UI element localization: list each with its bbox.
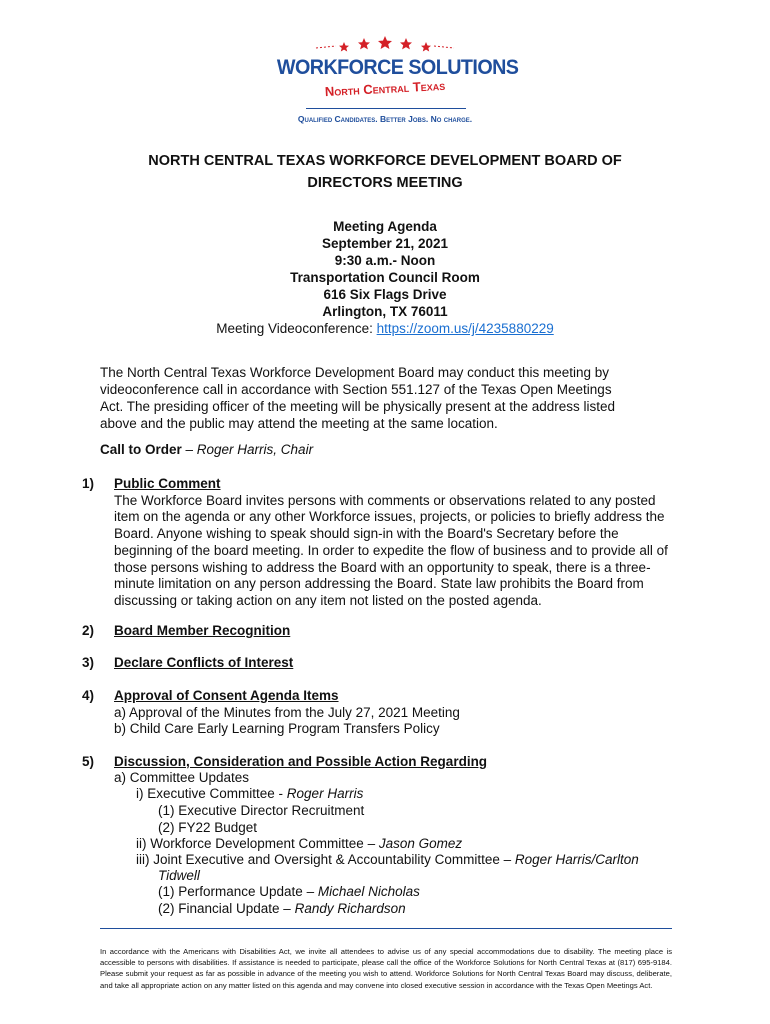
body-line: item on the agenda or any other Workforce issues, projects, or policies to briefly address the [114,509,665,525]
logo-tagline: Qualified Candidates. Better Jobs. No charge. [297,114,473,124]
subitem-5a-iii-1 [158,884,420,899]
meeting-city: Arlington, TX 76011 [322,304,448,319]
item-heading: Board Member Recognition [114,623,291,638]
zoom-link[interactable]: https://zoom.us/j/4235880229 [376,321,554,336]
subitem-5a-i [136,786,363,801]
subitem-5a-iii-cont [158,868,200,883]
body-line: The Workforce Board invites persons with comments or observations related to any posted [114,492,656,508]
body-line: beginning of the board meeting. In order to expedite the flow of business and to provide all of [114,542,668,558]
logo-sub-text: North Central Texas [324,77,446,100]
subitem-5a-iii [136,852,639,867]
item-number: 2) [82,623,95,638]
video-line [120,320,650,337]
subitem-5a-ii [136,836,462,851]
title-line-1: NORTH CENTRAL TEXAS WORKFORCE DEVELOPMENT BOARD OF [148,153,622,169]
meeting-street: 616 Six Flags Drive [323,287,447,302]
subitem-5a: a) Committee Updates [114,770,250,785]
body-line: minute limitation on any person addressing the Board. State law prohibits the Board from [114,576,644,592]
item-number: 3) [82,655,95,670]
update-presenter: Michael Nicholas [317,884,420,899]
intro-paragraph [100,364,660,432]
subitem-4b: b) Child Care Early Learning Program Transfers Policy [114,721,440,736]
body-line: discussing or taking action on any item not listed on the posted agenda. [114,592,542,608]
body-line: those persons wishing to address the Board with an opportunity to speak, there is a three- [114,559,651,575]
workforce-solutions-logo [270,34,519,126]
item-heading: Public Comment [114,476,221,491]
call-to-order-label: Call to Order [100,442,182,457]
item-number: 5) [82,754,95,769]
intro-line: above and the public may attend the meeting at the same location. [100,416,498,431]
title-line-2: DIRECTORS MEETING [307,175,463,191]
meeting-room: Transportation Council Room [290,270,480,285]
intro-line: Act. The presiding officer of the meeting will be physically present at the address listed [100,399,616,414]
update-name: (2) Financial Update – [158,901,295,916]
call-to-order-person: Roger Harris, Chair [196,442,314,457]
call-to-order-dash: – [181,442,197,457]
call-to-order [100,442,313,457]
update-presenter: Randy Richardson [294,901,406,916]
video-label: Meeting Videoconference: [216,321,377,336]
body-line: Board. Anyone wishing to speak should sign-in with the Board's Secretary before the [114,526,619,542]
committee-chair: Roger Harris/Carlton [514,852,639,867]
subitem-5a-i-1: (1) Executive Director Recruitment [158,803,365,818]
intro-line: videoconference call in accordance with Section 551.127 of the Texas Open Meetings [100,382,612,397]
item-number: 1) [82,476,95,491]
subitem-5a-iii-2 [158,901,406,916]
stars-decoration-icon [314,34,456,54]
update-name: (1) Performance Update – [158,884,318,899]
ada-footer-notice: In accordance with the Americans with Disabilities Act, we invite all attendees to advise us of any special accommodations due to disability. The meeting place is accessible to persons with disabilities. If assistance is needed to participate, please call the office of the Workforce Solutions for North Central Texas at (817) 695-9184. Please submit your request as far as possible in advance of the meeting you wish to attend. Workforce Solutions for North Central Texas Board may discuss, deliberate, and take all appropriate action on any matter listed on this agenda and may convene into closed executive session in accordance with the Texas Open Meetings Act. [100,947,672,990]
intro-line: The North Central Texas Workforce Development Board may conduct this meeting by [100,365,609,380]
committee-chair: Roger Harris [286,786,364,801]
item-heading: Discussion, Consideration and Possible Action Regarding [114,754,488,769]
meeting-details [120,218,650,337]
logo-rule [306,108,466,109]
subitem-5a-i-2: (2) FY22 Budget [158,820,258,835]
public-comment-text [114,493,684,610]
item-heading: Approval of Consent Agenda Items [114,688,339,703]
document-title [90,150,680,194]
meeting-date: September 21, 2021 [321,236,449,251]
item-heading: Declare Conflicts of Interest [114,655,294,670]
footer-divider [100,928,672,929]
committee-name: iii) Joint Executive and Oversight & Accountability Committee – [136,852,515,867]
meeting-label: Meeting Agenda [333,219,437,234]
logo-main-text: WORKFORCE SOLUTIONS [276,56,519,79]
committee-chair-cont: Tidwell [158,868,200,883]
committee-name: i) Executive Committee - [136,786,287,801]
committee-name: ii) Workforce Development Committee – [136,836,379,851]
committee-chair: Jason Gomez [378,836,463,851]
item-number: 4) [82,688,95,703]
meeting-time: 9:30 a.m.- Noon [334,253,436,268]
subitem-4a: a) Approval of the Minutes from the July 27, 2021 Meeting [114,705,460,720]
